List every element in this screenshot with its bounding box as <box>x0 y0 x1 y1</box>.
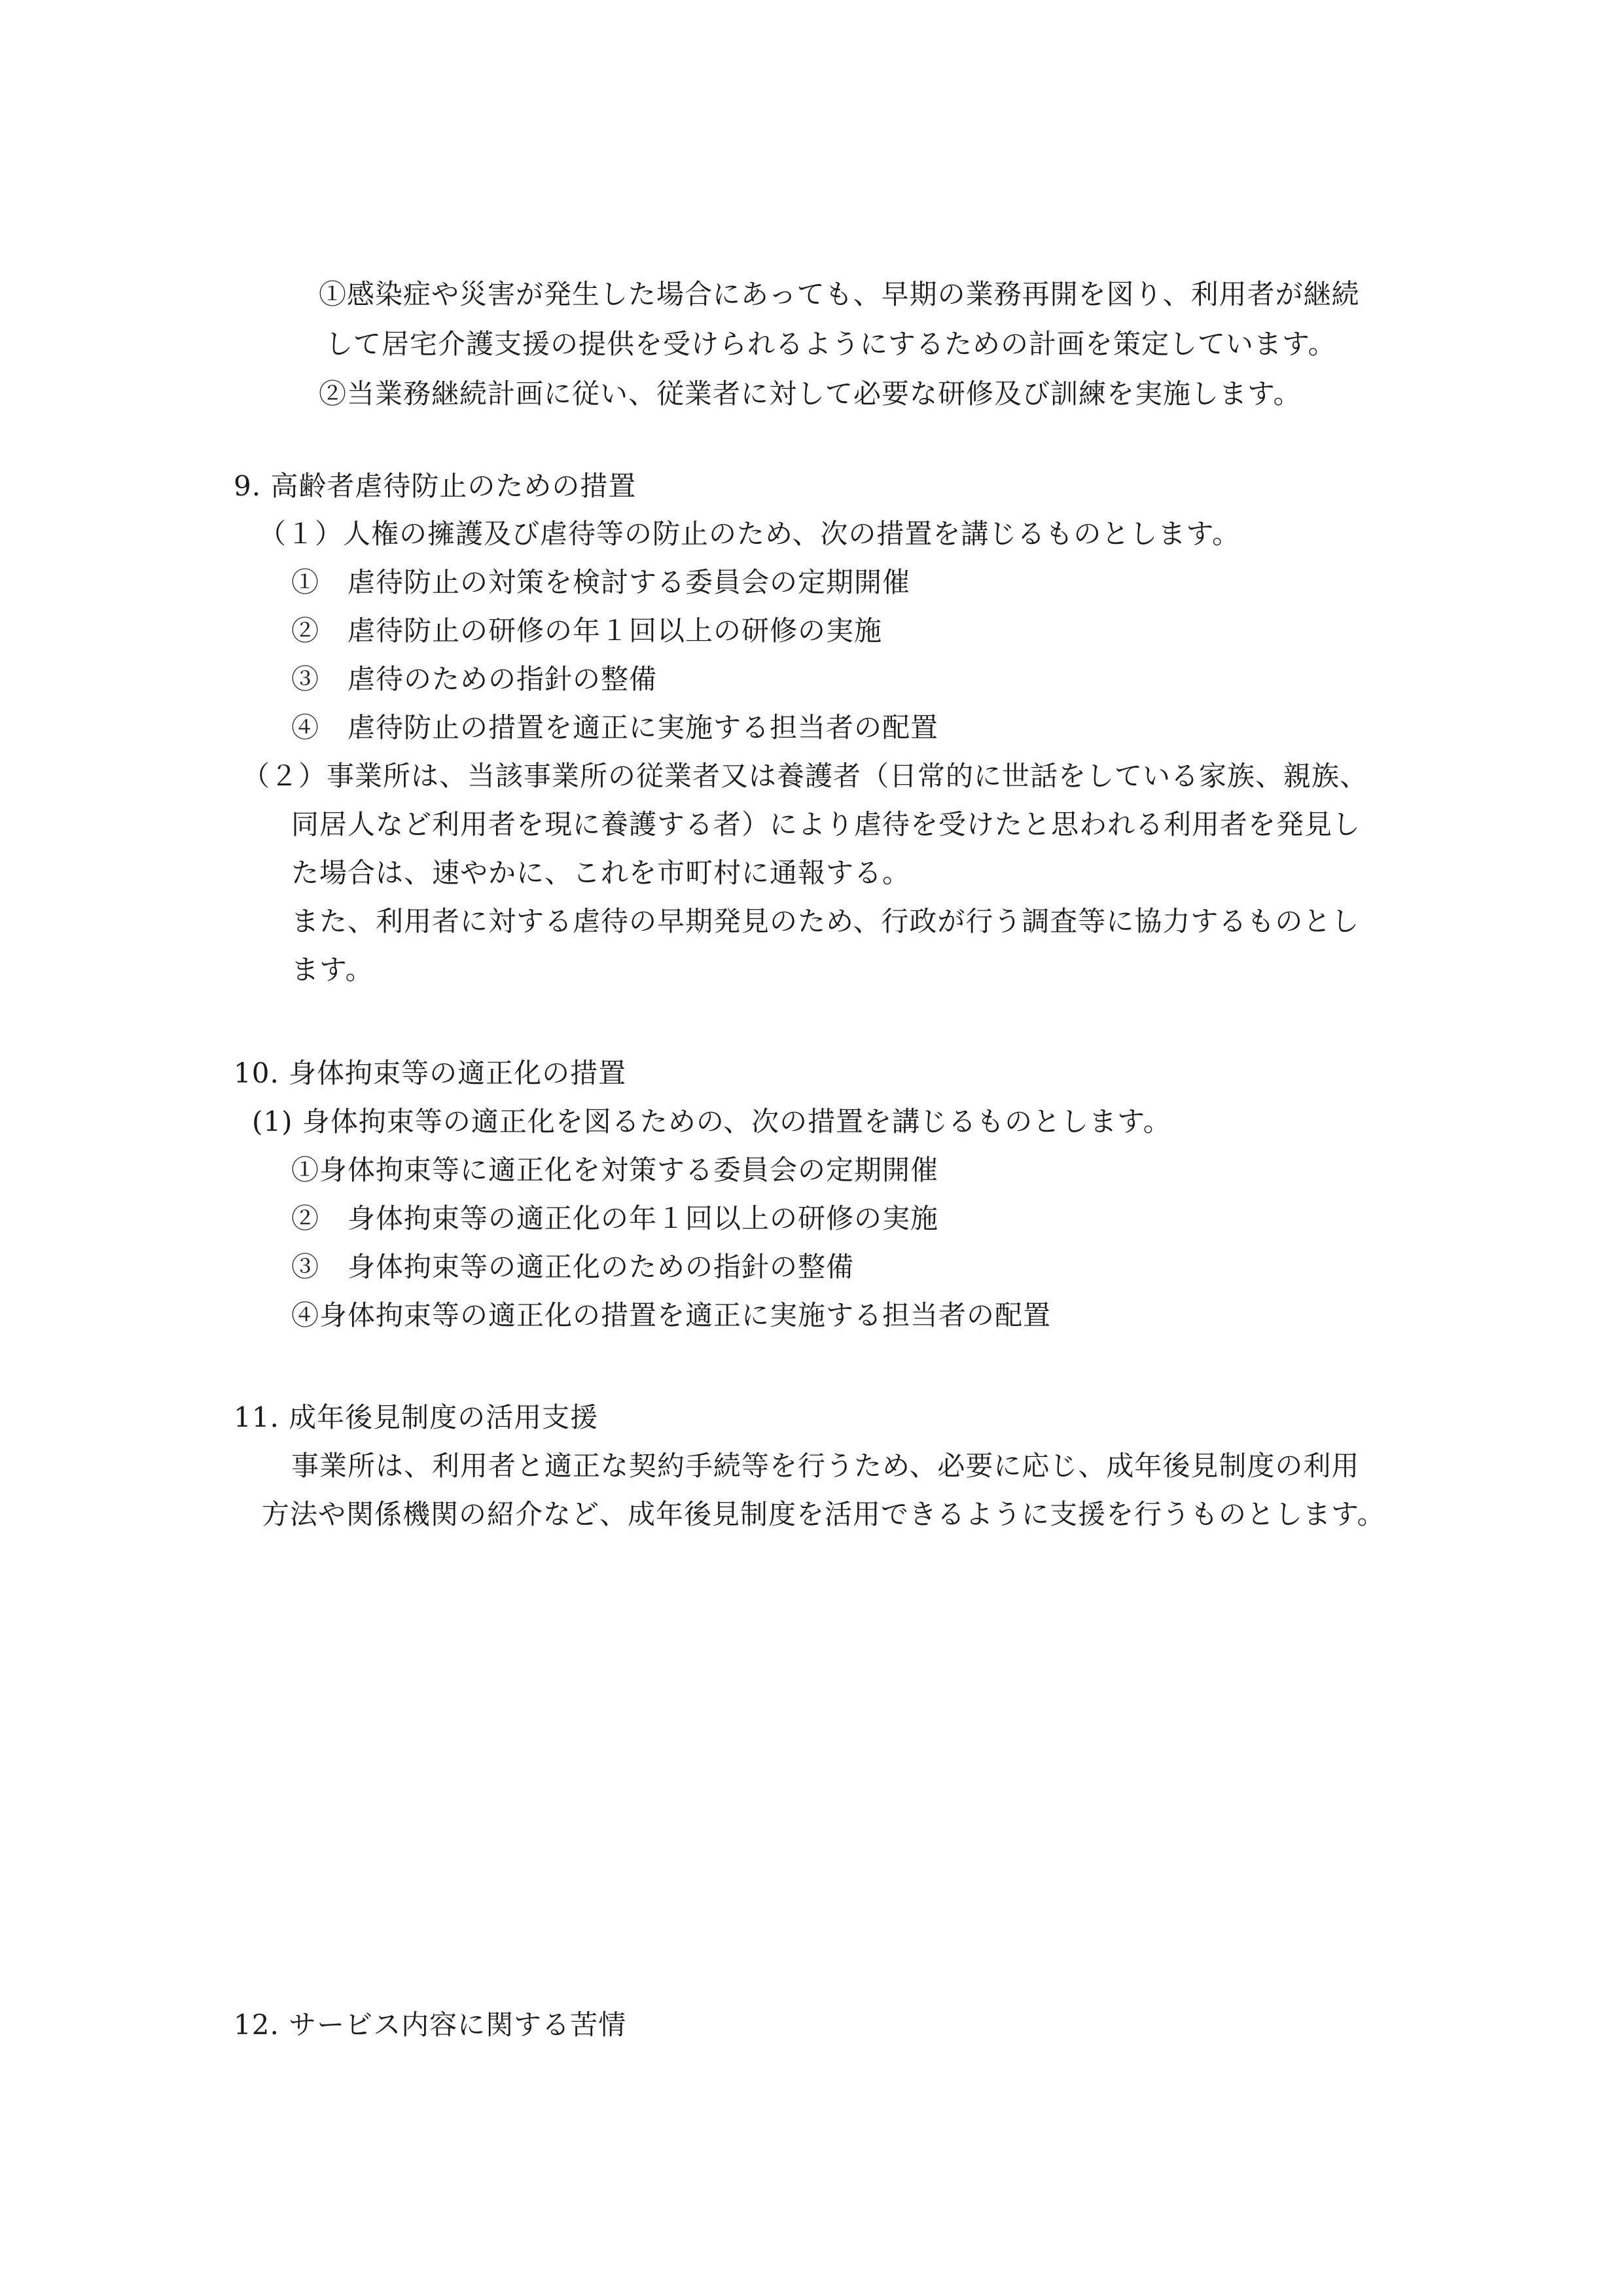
section8-line-1: ①感染症や災害が発生した場合にあっても、早期の業務再開を図り、利用者が継続 <box>319 278 1360 310</box>
section9-item1: （１）人権の擁護及び虐待等の防止のため、次の措置を講じるものとします。 <box>259 518 1240 550</box>
section9-subitem-4: ④ 虐待防止の措置を適正に実施する担当者の配置 <box>291 711 939 744</box>
section10-title: 10. 身体拘束等の適正化の措置 <box>234 1057 627 1089</box>
section10-item1: (1) 身体拘束等の適正化を図るための、次の措置を講じるものとします。 <box>252 1105 1171 1138</box>
section9-subitem-3: ③ 虐待のための指針の整備 <box>291 663 658 695</box>
section9-item2-line-5: ます。 <box>291 954 374 986</box>
section12-title: 12. サービス内容に関する苦情 <box>234 2009 627 2041</box>
section10-subitem-1: ①身体拘束等に適正化を対策する委員会の定期開催 <box>291 1154 939 1186</box>
section9-title: 9. 高齢者虐待防止のための措置 <box>234 470 637 502</box>
section9-item2-line-2: 同居人など利用者を現に養護する者）により虐待を受けたと思われる利用者を発見し <box>291 808 1361 840</box>
section8-line-2: して居宅介護支援の提供を受けられるようにするための計画を策定しています。 <box>325 328 1336 360</box>
section10-subitem-4: ④身体拘束等の適正化の措置を適正に実施する担当者の配置 <box>291 1299 1052 1331</box>
section11-line-2: 方法や関係機関の紹介など、成年後見制度を活用できるように支援を行うものとします。 <box>262 1498 1385 1530</box>
section10-subitem-2: ② 身体拘束等の適正化の年１回以上の研修の実施 <box>291 1202 939 1234</box>
section11-line-1: 事業所は、利用者と適正な契約手続等を行うため、必要に応じ、成年後見制度の利用 <box>291 1450 1360 1482</box>
section11-title: 11. 成年後見制度の活用支援 <box>234 1401 599 1433</box>
section9-subitem-1: ① 虐待防止の対策を検討する委員会の定期開催 <box>291 566 911 598</box>
section8-line-3: ②当業務継続計画に従い、従業者に対して必要な研修及び訓練を実施します。 <box>319 378 1302 410</box>
section10-subitem-3: ③ 身体拘束等の適正化のための指針の整備 <box>291 1251 855 1283</box>
section9-item2-line-3: た場合は、速やかに、これを市町村に通報する。 <box>291 857 911 889</box>
section9-item2-line-1: （２）事業所は、当該事業所の従業者又は養護者（日常的に世話をしている家族、親族、 <box>242 760 1368 792</box>
section9-item2-line-4: また、利用者に対する虐待の早期発見のため、行政が行う調査等に協力するものとし <box>291 905 1360 937</box>
section9-subitem-2: ② 虐待防止の研修の年１回以上の研修の実施 <box>291 615 883 647</box>
